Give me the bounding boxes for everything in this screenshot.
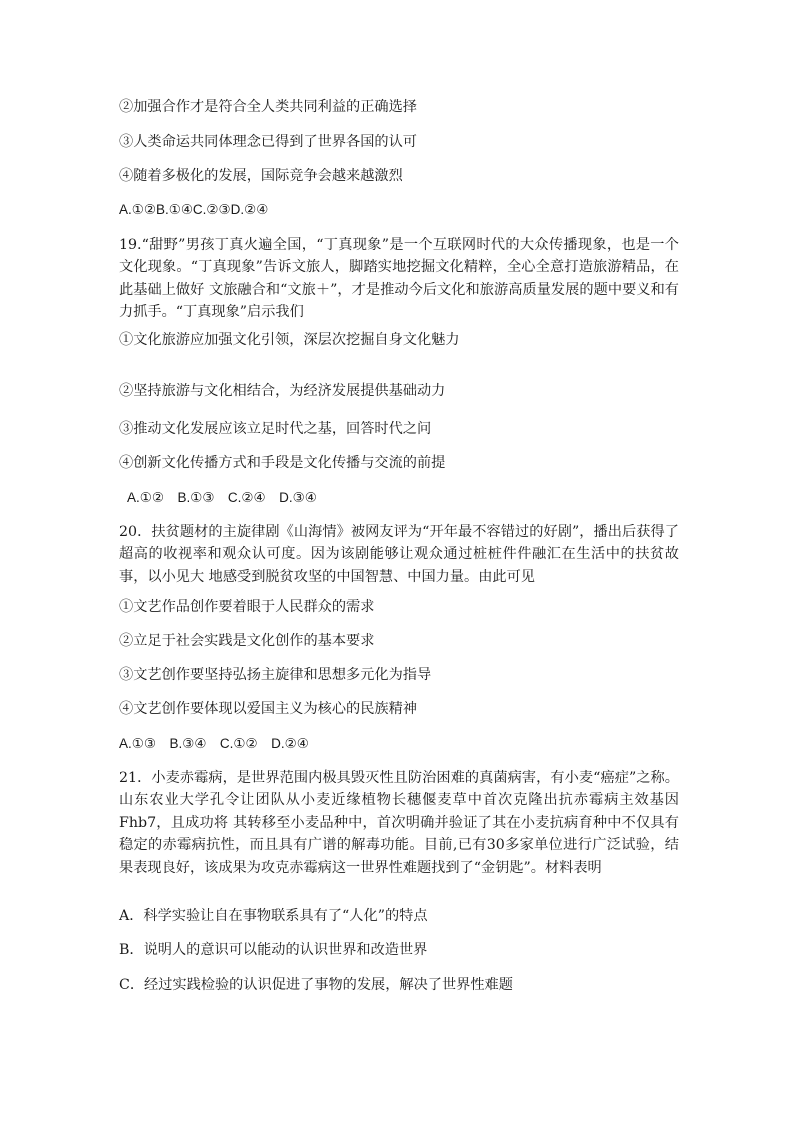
q19-item-4: ④创新文化传播方式和手段是文化传播与交流的前提 [119,455,446,471]
q19-item-2: ②坚持旅游与文化相结合，为经济发展提供基础动力 [119,383,446,399]
q20-item-2: ②立足于社会实践是文化创作的基本要求 [119,633,375,649]
q20-item-3: ③文艺创作要坚持弘扬主旋律和思想多元化为指导 [119,667,432,683]
q21-option-a: A．科学实验让自在事物联系具有了“人化”的特点 [119,908,428,924]
q18-item-3: ③人类命运共同体理念已得到了世界各国的认可 [119,134,417,150]
q18-options: A.①②B.①④C.②③D.②④ [119,202,269,217]
q19-stem: 19.“甜野”男孩丁真火遍全国，“丁真现象”是一个互联网时代的大众传播现象，也是一个文化现象。“丁真现象”告诉文旅人，脚踏实地挖掘文化精粹，全心全意打造旅游精品，在此基础上做好 文旅融合和“文旅＋”，才是推动今后文化和旅游高质量发展的题中要义和有力抓手。“丁真现象”启示我们 [119,237,679,321]
q20-options: A.①③ B.③④ C.①② D.②④ [119,736,309,751]
q18-item-4: ④随着多极化的发展，国际竞争会越来越激烈 [119,168,403,184]
q21-stem: 21．小麦赤霉病，是世界范围内极具毁灭性且防治困难的真菌病害，有小麦“癌症”之称。山东农业大学孔令让团队从小麦近缘植物长穗偃麦草中首次克隆出抗赤霉病主效基因Fhb7，且成功将 其转移至小麦品种中，首次明确并验证了其在小麦抗病育种中不仅具有稳定的赤霉病抗性，而且具有广谱的解毒功能。目前,已有30多家单位进行广泛试验，结果表现良好，该成果为攻克赤霉病这一世界性难题找到了“金钥匙”。材料表明 [119,770,679,876]
q21-option-c: C．经过实践检验的认识促进了事物的发展，解决了世界性难题 [119,977,513,993]
q18-item-2: ②加强合作才是符合全人类共同利益的正确选择 [119,99,417,115]
q20-stem: 20．扶贫题材的主旋律剧《山海情》被网友评为“开年最不容错过的好剧”，播出后获得了超高的收视率和观众认可度。因为该剧能够让观众通过桩桩件件融汇在生活中的扶贫故事，以小见大 地感受到脱贫攻坚的中国智慧、中国力量。由此可见 [119,524,679,585]
q19-item-3: ③推动文化发展应该立足时代之基，回答时代之问 [119,421,432,437]
q20-item-4: ④文艺创作要体现以爱国主义为核心的民族精神 [119,701,417,717]
q19-item-1: ①文化旅游应加强文化引领，深层次挖掘自身文化魅力 [119,332,460,348]
q20-item-1: ①文艺作品创作要着眼于人民群众的需求 [119,599,375,615]
q19-options: A.①② B.①③ C.②④ D.③④ [127,490,317,505]
q21-option-b: B．说明人的意识可以能动的认识世界和改造世界 [119,942,428,958]
